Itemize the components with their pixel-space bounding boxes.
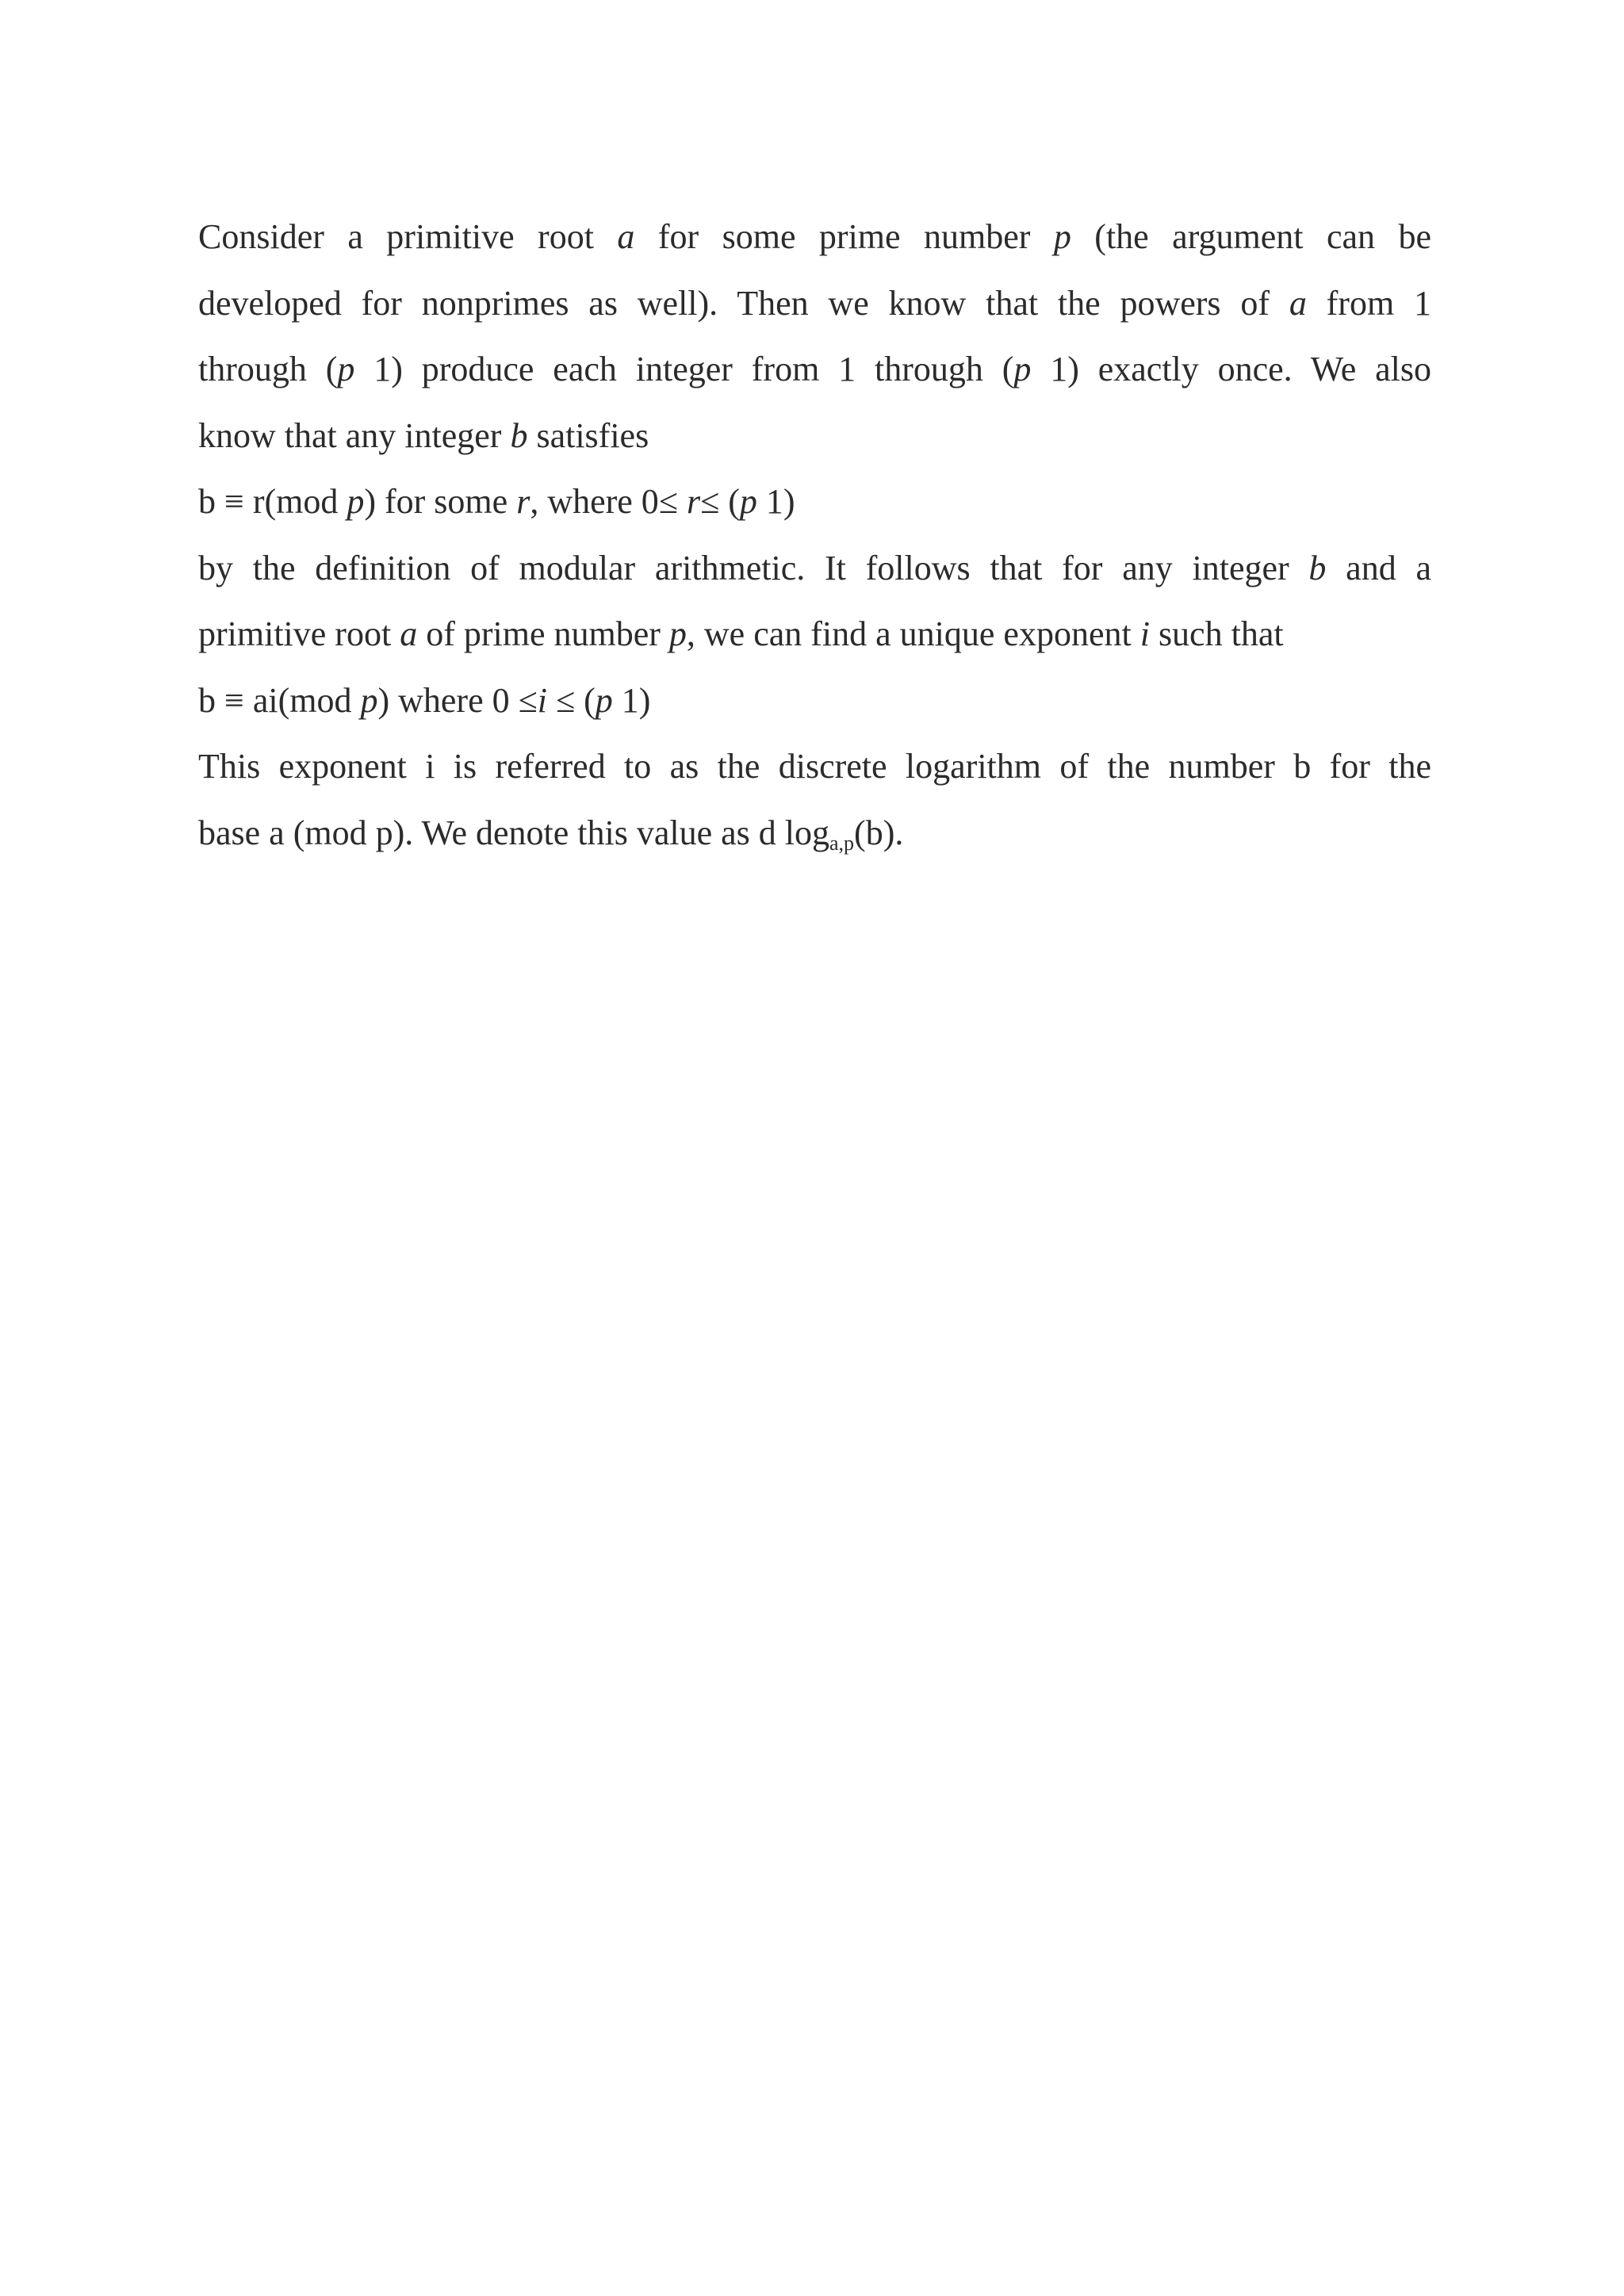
- paragraph-1-line-1: [198, 208, 1431, 274]
- text-run: ) where 0 ≤: [377, 680, 538, 720]
- text-run: primitive root: [198, 614, 400, 653]
- text-run: and a: [1326, 548, 1431, 587]
- math-variable: p: [347, 482, 365, 521]
- math-variable: p: [360, 680, 378, 720]
- text-run: b ≡ ai(mod: [198, 680, 361, 720]
- text-run: ≤ (: [700, 482, 740, 521]
- text-run: (the argument can be: [1071, 217, 1432, 256]
- text-run: Consider a primitive root: [198, 217, 618, 256]
- paragraph-3-line-1: [198, 737, 1431, 804]
- math-variable: p: [595, 680, 613, 720]
- text-run: by the definition of modular arithmetic. It follows that for any integer: [198, 548, 1309, 587]
- log-subscript: a,p: [829, 831, 855, 855]
- text-run: of prime number: [417, 614, 669, 653]
- text-run: such that: [1149, 614, 1284, 653]
- text-run: through (: [198, 350, 338, 388]
- math-variable: p: [337, 350, 355, 388]
- math-variable: p: [668, 614, 687, 653]
- paragraph-3-line-2: [198, 804, 1431, 871]
- text-run: know that any integer: [198, 415, 511, 455]
- math-variable: i: [537, 680, 547, 720]
- text-run: 1): [612, 680, 651, 720]
- text-run: 1): [756, 482, 795, 521]
- math-variable: p: [739, 482, 757, 521]
- math-variable: i: [1139, 614, 1150, 653]
- text-run: developed for nonprimes as well). Then we know that the powers of: [198, 283, 1289, 323]
- text-run: 1) produce each integer from 1 through (: [354, 350, 1014, 388]
- text-run: b ≡ r(mod: [198, 482, 347, 521]
- text-run: base a (mod p). We denote this value as d log: [198, 813, 829, 852]
- equation-2: [198, 672, 1431, 738]
- text-run: 1) exactly once. We also: [1031, 350, 1431, 388]
- paragraph-1-line-2: [198, 274, 1431, 341]
- equation-1: [198, 473, 1431, 539]
- math-variable: a: [400, 614, 418, 653]
- paragraph-2-line-1: [198, 539, 1431, 606]
- paragraph-1-line-3: [198, 340, 1431, 407]
- math-variable: b: [510, 415, 528, 455]
- math-variable: a: [1289, 283, 1307, 323]
- math-variable: r: [686, 482, 701, 521]
- math-variable: b: [1308, 548, 1327, 587]
- text-run: ≤ (: [546, 680, 596, 720]
- text-run: , where 0≤: [530, 482, 687, 521]
- text-run: satisfies: [527, 415, 649, 455]
- math-variable: r: [516, 482, 530, 521]
- text-run: This exponent i is referred to as the discrete logarithm of the number b for the: [198, 747, 1431, 786]
- text-run: ) for some: [364, 482, 517, 521]
- text-run: (b).: [854, 813, 904, 852]
- body-text: [198, 208, 1431, 870]
- paragraph-2-line-2: [198, 605, 1431, 672]
- math-variable: p: [1053, 217, 1071, 256]
- text-run: , we can find a unique exponent: [686, 614, 1140, 653]
- math-variable: a: [617, 217, 635, 256]
- math-variable: p: [1013, 350, 1032, 388]
- text-run: from 1: [1306, 283, 1431, 323]
- text-run: for some prime number: [634, 217, 1054, 256]
- paragraph-1-line-4: [198, 407, 1431, 473]
